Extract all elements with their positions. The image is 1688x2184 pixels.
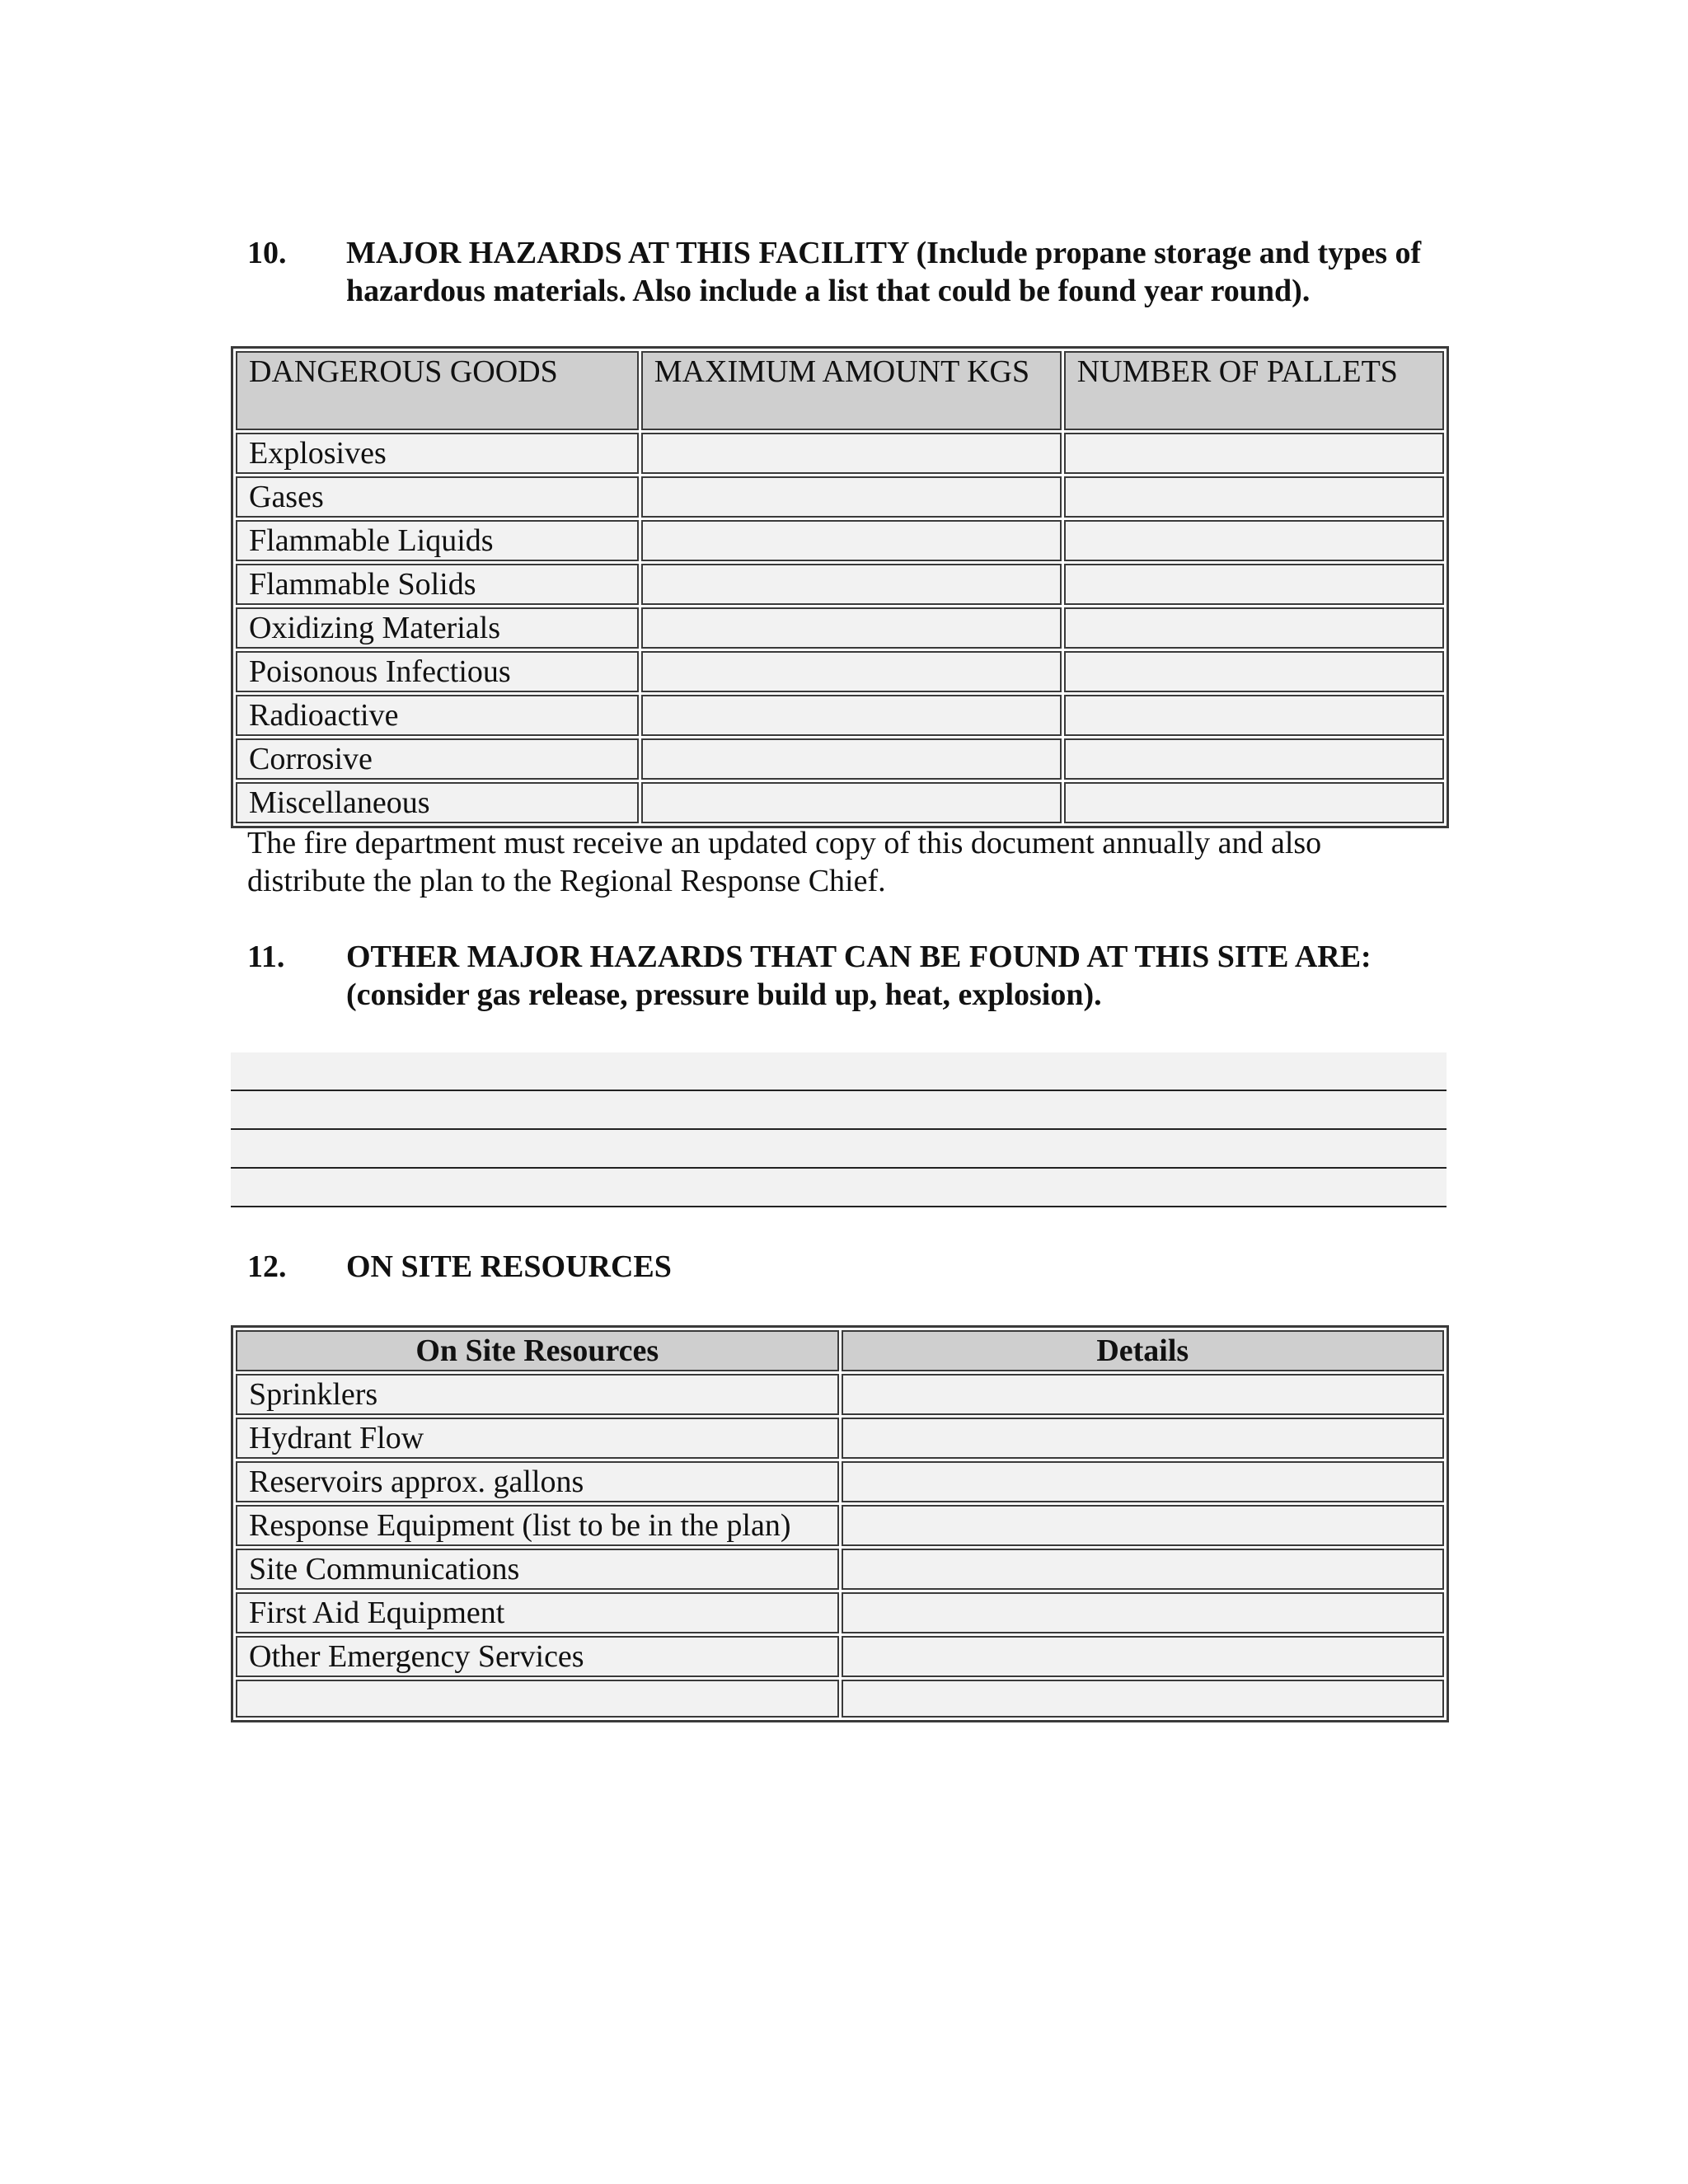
table-row [236, 1505, 1444, 1546]
table-row [236, 1592, 1444, 1633]
amount-field[interactable] [641, 782, 1062, 823]
annual-update-notice [247, 824, 1533, 900]
amount-field[interactable] [641, 738, 1062, 780]
amount-field[interactable] [641, 476, 1062, 518]
table-row [236, 607, 1444, 649]
section-12-heading [247, 1248, 1533, 1286]
dangerous-goods-table [231, 346, 1449, 828]
resource-label: Sprinklers [236, 1374, 839, 1415]
section-11-heading [247, 938, 1533, 1014]
notice-line2: distribute the plan to the Regional Response Chief. [247, 864, 886, 898]
fill-line[interactable] [231, 1130, 1447, 1169]
pallets-field[interactable] [1064, 695, 1444, 736]
details-field[interactable] [842, 1505, 1445, 1546]
resource-label: Reservoirs approx. gallons [236, 1461, 839, 1502]
section-10-heading [247, 234, 1533, 310]
section-11-number: 11. [247, 940, 285, 974]
details-field[interactable] [842, 1418, 1445, 1459]
details-field[interactable] [842, 1680, 1445, 1718]
goods-label: Radioactive [236, 695, 639, 736]
header-maximum-amount: MAXIMUM AMOUNT KGS [641, 351, 1062, 430]
resource-label: Other Emergency Services [236, 1636, 839, 1677]
section-12-number: 12. [247, 1249, 287, 1284]
section-11-title-line1: OTHER MAJOR HAZARDS THAT CAN BE FOUND AT THIS SITE ARE: [346, 940, 1372, 974]
details-field[interactable] [842, 1636, 1445, 1677]
other-hazards-fill-lines [231, 1052, 1447, 1207]
section-10-number: 10. [247, 236, 287, 270]
table-row [236, 782, 1444, 823]
on-site-resources-table [231, 1325, 1449, 1722]
table-row [236, 1374, 1444, 1415]
goods-label: Oxidizing Materials [236, 607, 639, 649]
table-header-row [236, 351, 1444, 430]
goods-label: Explosives [236, 433, 639, 474]
resource-label: Response Equipment (list to be in the plan) [236, 1505, 839, 1546]
resource-label: Site Communications [236, 1549, 839, 1590]
pallets-field[interactable] [1064, 520, 1444, 561]
table-row [236, 1418, 1444, 1459]
pallets-field[interactable] [1064, 782, 1444, 823]
details-field[interactable] [842, 1374, 1445, 1415]
section-10-title-line2: hazardous materials. Also include a list that could be found year round). [346, 274, 1311, 308]
header-on-site-resources: On Site Resources [236, 1330, 839, 1371]
amount-field[interactable] [641, 695, 1062, 736]
table-row [236, 1636, 1444, 1677]
fill-line[interactable] [231, 1052, 1447, 1091]
header-dangerous-goods: DANGEROUS GOODS [236, 351, 639, 430]
fill-line[interactable] [231, 1169, 1447, 1207]
table-row [236, 520, 1444, 561]
resource-label: Hydrant Flow [236, 1418, 839, 1459]
table-row [236, 738, 1444, 780]
pallets-field[interactable] [1064, 651, 1444, 692]
table-row [236, 695, 1444, 736]
goods-label: Flammable Solids [236, 564, 639, 605]
section-10-title-line1: MAJOR HAZARDS AT THIS FACILITY (Include propane storage and types of [346, 236, 1422, 270]
table-row [236, 1680, 1444, 1718]
details-field[interactable] [842, 1549, 1445, 1590]
section-12-title: ON SITE RESOURCES [346, 1249, 672, 1284]
section-11-title-line2: (consider gas release, pressure build up, heat, explosion). [346, 977, 1102, 1012]
details-field[interactable] [842, 1592, 1445, 1633]
header-details: Details [842, 1330, 1445, 1371]
goods-label: Flammable Liquids [236, 520, 639, 561]
pallets-field[interactable] [1064, 564, 1444, 605]
resource-label: First Aid Equipment [236, 1592, 839, 1633]
notice-line1: The fire department must receive an updated copy of this document annually and also [247, 826, 1322, 860]
goods-label: Miscellaneous [236, 782, 639, 823]
goods-label: Poisonous Infectious [236, 651, 639, 692]
amount-field[interactable] [641, 520, 1062, 561]
fill-line[interactable] [231, 1091, 1447, 1130]
table-row [236, 1549, 1444, 1590]
table-row [236, 1461, 1444, 1502]
pallets-field[interactable] [1064, 476, 1444, 518]
amount-field[interactable] [641, 564, 1062, 605]
goods-label: Gases [236, 476, 639, 518]
details-field[interactable] [842, 1461, 1445, 1502]
pallets-field[interactable] [1064, 738, 1444, 780]
pallets-field[interactable] [1064, 433, 1444, 474]
table-row [236, 476, 1444, 518]
table-header-row [236, 1330, 1444, 1371]
header-number-of-pallets: NUMBER OF PALLETS [1064, 351, 1444, 430]
table-row [236, 651, 1444, 692]
table-row [236, 433, 1444, 474]
amount-field[interactable] [641, 607, 1062, 649]
amount-field[interactable] [641, 433, 1062, 474]
amount-field[interactable] [641, 651, 1062, 692]
resource-label[interactable] [236, 1680, 839, 1718]
goods-label: Corrosive [236, 738, 639, 780]
pallets-field[interactable] [1064, 607, 1444, 649]
table-row [236, 564, 1444, 605]
